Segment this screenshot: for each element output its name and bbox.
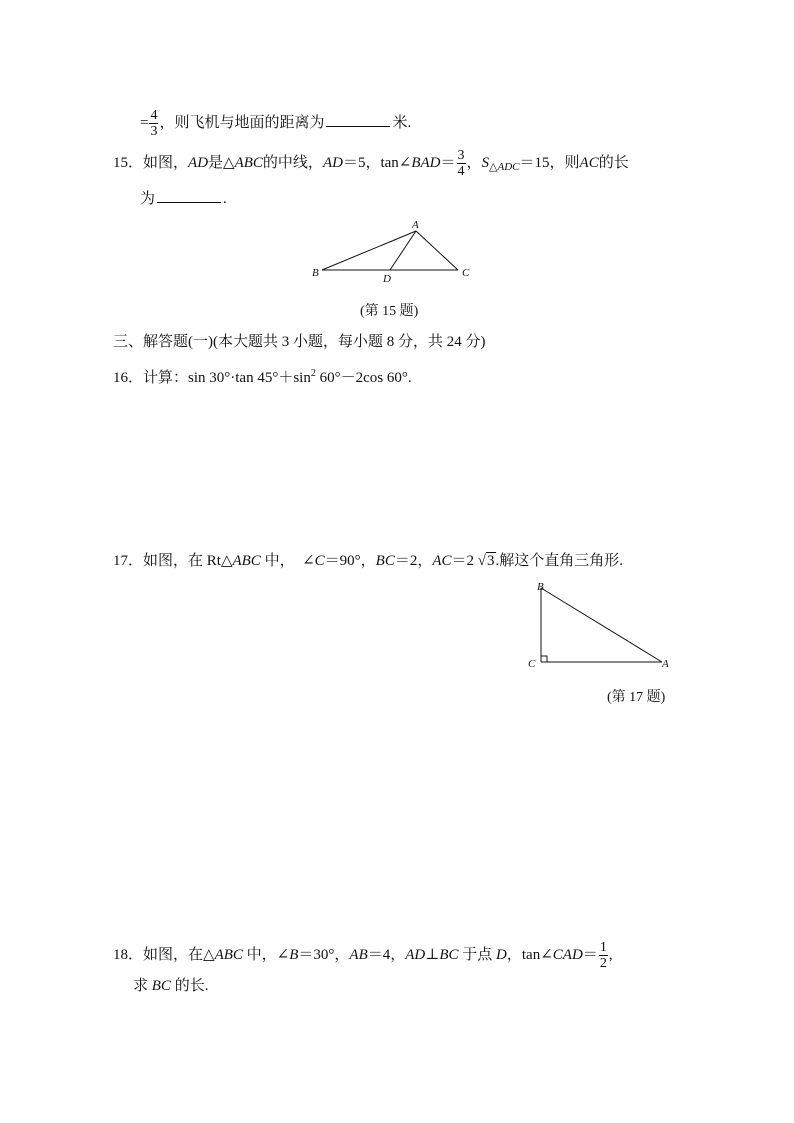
segment-ba: [322, 231, 416, 270]
text: ＝4，: [367, 946, 406, 963]
answer-blank-q14[interactable]: [326, 112, 390, 127]
text: ＝: [440, 154, 456, 171]
label-c: C: [462, 267, 470, 279]
fraction-denominator: 4: [457, 164, 465, 179]
var-bc: BC: [375, 553, 395, 569]
fraction-1-2: [599, 940, 608, 971]
text: ＝2，: [394, 553, 433, 569]
text: .: [223, 191, 227, 207]
text: ＝15，则: [519, 154, 580, 171]
label-b: B: [312, 267, 319, 279]
var-s: S: [481, 154, 490, 171]
segment-ac: [416, 231, 458, 270]
var-ac: AC: [432, 553, 452, 569]
var-b: B: [289, 946, 299, 963]
figure-caption-17: (第 17 题): [607, 690, 666, 705]
var-ad: AD: [405, 946, 426, 963]
var-abc: ABC: [234, 154, 263, 171]
q15-line1: [113, 148, 629, 179]
var-d: D: [496, 946, 507, 963]
text: 为: [140, 191, 156, 207]
text: 于点: [458, 946, 497, 963]
var-c: C: [314, 553, 325, 569]
q15-line2: [140, 188, 227, 209]
fraction-4-3: [149, 108, 158, 139]
q15-triangle-figure: [305, 215, 485, 287]
text: 如图，: [143, 154, 189, 171]
label-c: C: [528, 658, 536, 670]
q18-line2: [133, 976, 208, 996]
text: ，tan∠: [506, 946, 553, 963]
label-a: A: [662, 658, 669, 670]
superscript: 2: [310, 368, 316, 379]
var-cad: CAD: [552, 946, 583, 963]
radicand: 3: [487, 553, 495, 569]
var-abc: ABC: [232, 553, 261, 569]
text: ，: [466, 154, 482, 171]
text: 的长.: [170, 978, 209, 994]
question-number: 15．: [113, 154, 144, 171]
text: 中，∠: [242, 946, 290, 963]
q14-tail-line: [140, 108, 411, 139]
q17-line: [113, 551, 623, 571]
text: ＝2: [451, 553, 478, 569]
answer-blank-q15[interactable]: [157, 188, 221, 203]
q14-unit: 米.: [392, 114, 412, 131]
text: .解这个直角三角形.: [495, 553, 624, 569]
q18-line1: [113, 940, 613, 971]
text: ＝5，tan∠: [342, 154, 412, 171]
figure-caption-15: (第 15 题): [360, 304, 419, 319]
text: 计算：sin 30°·tan 45°＋sin: [143, 370, 311, 386]
text: 如图，在△: [143, 946, 215, 963]
var-bc: BC: [151, 978, 171, 994]
subscript: △ADC: [489, 160, 520, 173]
text: 中， ∠: [260, 553, 315, 569]
var-ac: AC: [579, 154, 599, 171]
text: 求: [133, 978, 152, 994]
fraction-numerator: 4: [150, 108, 158, 123]
label-a: A: [412, 219, 419, 231]
text: 的中线，: [262, 154, 323, 171]
text: ＝90°，: [324, 553, 376, 569]
text: ＝30°，: [298, 946, 350, 963]
var-ad: AD: [322, 154, 343, 171]
var-ab: AB: [349, 946, 368, 963]
text: ＝: [582, 946, 598, 963]
fraction-numerator: 3: [457, 148, 465, 163]
section-heading: 三、解答题(一)(本大题共 3 小题，每小题 8 分，共 24 分): [113, 334, 486, 350]
text: 是△: [208, 154, 235, 171]
q14-text: ，则飞机与地面的距离为: [159, 114, 325, 131]
question-number: 17．: [113, 553, 144, 569]
question-number: 16．: [113, 370, 144, 386]
equals-sign: =: [140, 114, 149, 131]
var-abc: ABC: [214, 946, 243, 963]
fraction-denominator: 2: [599, 956, 607, 971]
question-number: 18．: [113, 946, 144, 963]
text: ,: [608, 946, 613, 963]
fraction-3-4: [457, 148, 466, 179]
label-d: D: [383, 273, 391, 285]
segment-ab: [541, 588, 662, 662]
var-bad: BAD: [411, 154, 441, 171]
text: 的长: [598, 154, 629, 171]
text: 如图，在 Rt△: [143, 553, 233, 569]
sqrt-3: √3: [477, 553, 495, 569]
var-bc: BC: [439, 946, 459, 963]
var-ad: AD: [188, 154, 209, 171]
fraction-denominator: 3: [150, 124, 158, 139]
fraction-numerator: 1: [599, 940, 607, 955]
q16-line: [113, 364, 412, 388]
text: 60°－2cos 60°.: [315, 370, 412, 386]
text: ⊥: [425, 946, 440, 963]
q17-right-triangle-figure: [522, 578, 682, 674]
right-angle-mark: [541, 656, 547, 662]
label-b: B: [537, 581, 544, 593]
